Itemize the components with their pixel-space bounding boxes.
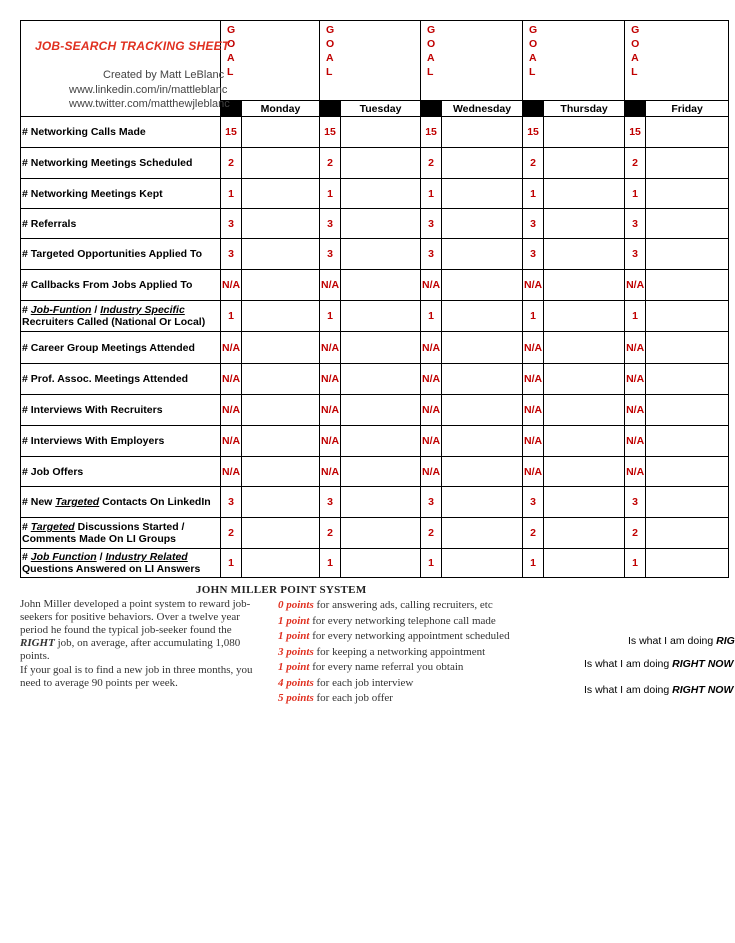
entry-cell[interactable] (544, 395, 625, 426)
row-label: # Job Offers (21, 457, 221, 487)
goal-value: 3 (320, 487, 341, 518)
goal-value: N/A (625, 332, 646, 364)
goal-value: 2 (421, 148, 442, 179)
point-system (20, 584, 735, 714)
goal-value: 1 (221, 179, 242, 209)
goal-letter: G (427, 24, 436, 36)
day-header-monday: Monday (242, 101, 320, 117)
goal-value: N/A (221, 332, 242, 364)
created-by: Created by Matt LeBlanc (103, 69, 225, 81)
goal-value: N/A (625, 457, 646, 487)
goal-letter: A (326, 52, 334, 64)
row-label: # Networking Calls Made (21, 117, 221, 148)
goal-value: 3 (523, 209, 544, 239)
goal-letter: G (529, 24, 538, 36)
point-value: 5 points (278, 692, 314, 704)
row-label: # Referrals (21, 209, 221, 239)
side-note-emphasis: RIGHT NOW (672, 658, 734, 670)
point-item (278, 629, 510, 645)
linkedin-url[interactable]: www.linkedin.com/in/mattleblanc (69, 84, 228, 96)
label-part: Job-Funtion (30, 304, 92, 316)
goal-value: N/A (320, 364, 341, 395)
entry-cell[interactable] (242, 457, 320, 487)
point-description: for every networking appointment scheduled (309, 630, 510, 642)
goal-value: N/A (320, 457, 341, 487)
entry-cell[interactable] (341, 457, 421, 487)
goal-value: 2 (320, 518, 341, 549)
goal-value: N/A (320, 395, 341, 426)
goal-value: 3 (523, 239, 544, 270)
goal-letter: G (631, 24, 640, 36)
entry-cell[interactable] (646, 364, 729, 395)
goal-letter: L (326, 66, 333, 78)
goal-value: 3 (421, 209, 442, 239)
day-header-tuesday: Tuesday (341, 101, 421, 117)
day-header-friday: Friday (646, 101, 729, 117)
goal-value: 3 (625, 209, 646, 239)
goal-value: 3 (523, 487, 544, 518)
table-row (21, 549, 729, 578)
sheet-header (21, 21, 230, 117)
goal-value: 2 (523, 518, 544, 549)
goal-value: 1 (320, 301, 341, 332)
table-row (21, 179, 729, 209)
row-label: # Targeted Opportunities Applied To (21, 239, 221, 270)
goal-letter: O (427, 38, 436, 50)
side-note-text: Is what I am doing (584, 684, 673, 696)
goal-value: 2 (221, 148, 242, 179)
label-part: Targeted (30, 521, 75, 533)
entry-cell[interactable] (544, 457, 625, 487)
side-note-text: Is what I am doing (584, 658, 673, 670)
goal-letter: L (227, 66, 234, 78)
entry-cell[interactable] (341, 426, 421, 457)
entry-cell[interactable] (341, 117, 421, 148)
label-part: Questions Answered on LI Answers (22, 563, 201, 575)
label-part: / (96, 551, 106, 563)
entry-cell[interactable] (442, 518, 523, 549)
goal-value: 2 (625, 518, 646, 549)
goal-header (625, 21, 729, 101)
entry-cell[interactable] (646, 332, 729, 364)
goal-letter: A (427, 52, 435, 64)
goal-column-header (320, 101, 341, 117)
entry-cell[interactable] (646, 487, 729, 518)
entry-cell[interactable] (242, 209, 320, 239)
goal-value: N/A (421, 364, 442, 395)
entry-cell[interactable] (544, 209, 625, 239)
desc-text: John Miller developed a point system to reward job-seekers for positive behaviors. Over a twelve year period he found the typical job-seeker found the (20, 598, 251, 636)
entry-cell[interactable] (544, 426, 625, 457)
goal-value: 2 (523, 148, 544, 179)
entry-cell[interactable] (341, 549, 421, 578)
point-value: 4 points (278, 676, 314, 689)
entry-cell[interactable] (442, 487, 523, 518)
point-description: for every networking telephone call made (309, 614, 496, 627)
entry-cell[interactable] (242, 239, 320, 270)
row-label: # Interviews With Employers (21, 426, 221, 457)
side-note (584, 684, 733, 696)
goal-header (320, 21, 421, 101)
goal-value: 3 (221, 209, 242, 239)
desc-emphasis: RIGHT (20, 637, 55, 649)
entry-cell[interactable] (442, 426, 523, 457)
entry-cell[interactable] (341, 518, 421, 549)
entry-cell[interactable] (544, 487, 625, 518)
label-part: Discussions Started / (74, 521, 185, 533)
table-row (21, 148, 729, 179)
point-description: for every name referral you obtain (309, 661, 464, 673)
goal-value: 3 (421, 239, 442, 270)
goal-value: 1 (320, 549, 341, 578)
goal-value: N/A (320, 426, 341, 457)
entry-cell[interactable] (544, 179, 625, 209)
entry-cell[interactable] (341, 301, 421, 332)
row-label (21, 487, 221, 518)
entry-cell[interactable] (341, 364, 421, 395)
side-note-text: Is what I am doing (628, 635, 717, 647)
goal-value: N/A (421, 457, 442, 487)
goal-value: N/A (523, 364, 544, 395)
entry-cell[interactable] (442, 209, 523, 239)
goal-letter: O (326, 38, 335, 50)
day-header-thursday: Thursday (544, 101, 625, 117)
entry-cell[interactable] (242, 518, 320, 549)
entry-cell[interactable] (341, 179, 421, 209)
goal-value: N/A (523, 426, 544, 457)
point-description: for each job offer (313, 692, 393, 704)
goal-header (421, 21, 523, 101)
point-system-goal: If your goal is to find a new job in three months, you need to average 90 points per week. (20, 664, 253, 689)
goal-letter: A (529, 52, 537, 64)
goal-value: 2 (625, 148, 646, 179)
goal-value: 1 (221, 549, 242, 578)
label-part: # (22, 551, 31, 563)
goal-value: 3 (320, 209, 341, 239)
entry-cell[interactable] (646, 426, 729, 457)
entry-cell[interactable] (341, 332, 421, 364)
goal-value: N/A (523, 270, 544, 301)
goal-value: 3 (221, 239, 242, 270)
entry-cell[interactable] (646, 395, 729, 426)
point-value: 1 point (278, 630, 310, 642)
entry-cell[interactable] (242, 487, 320, 518)
entry-cell[interactable] (442, 270, 523, 301)
point-value: 0 points (278, 599, 314, 611)
entry-cell[interactable] (646, 179, 729, 209)
entry-cell[interactable] (544, 148, 625, 179)
goal-value: N/A (625, 270, 646, 301)
entry-cell[interactable] (442, 179, 523, 209)
entry-cell[interactable] (646, 148, 729, 179)
table-row (21, 209, 729, 239)
row-label: # Interviews With Recruiters (21, 395, 221, 426)
goal-letter: O (631, 38, 640, 50)
goal-value: N/A (523, 332, 544, 364)
entry-cell[interactable] (242, 332, 320, 364)
label-part: Targeted (55, 496, 100, 508)
entry-cell[interactable] (646, 518, 729, 549)
entry-cell[interactable] (544, 239, 625, 270)
entry-cell[interactable] (341, 209, 421, 239)
entry-cell[interactable] (544, 117, 625, 148)
entry-cell[interactable] (646, 457, 729, 487)
goal-value: 15 (625, 117, 646, 148)
goal-value: 2 (421, 518, 442, 549)
label-part: Comments Made On LI Groups (22, 533, 177, 545)
table-row (21, 395, 729, 426)
point-item (278, 676, 510, 692)
label-part: Industry Related (105, 551, 188, 563)
goal-value: N/A (320, 332, 341, 364)
goal-column-header (625, 101, 646, 117)
label-part: / (91, 304, 101, 316)
goal-value: N/A (421, 426, 442, 457)
entry-cell[interactable] (442, 395, 523, 426)
goal-letter: G (227, 24, 236, 36)
goal-value: 15 (320, 117, 341, 148)
entry-cell[interactable] (242, 395, 320, 426)
goal-letter: L (427, 66, 434, 78)
goal-value: N/A (523, 395, 544, 426)
goal-value: N/A (625, 426, 646, 457)
tracking-table (20, 20, 729, 578)
entry-cell[interactable] (242, 117, 320, 148)
goal-value: N/A (625, 364, 646, 395)
table-row (21, 364, 729, 395)
entry-cell[interactable] (646, 209, 729, 239)
goal-value: N/A (421, 270, 442, 301)
table-row (21, 117, 729, 148)
goal-value: N/A (221, 270, 242, 301)
label-part: # (22, 304, 31, 316)
table-row (21, 332, 729, 364)
goal-value: 15 (523, 117, 544, 148)
entry-cell[interactable] (442, 148, 523, 179)
point-item (278, 614, 510, 630)
tracking-sheet (20, 20, 728, 578)
table-row (21, 239, 729, 270)
side-note (628, 635, 735, 647)
day-header-wednesday: Wednesday (442, 101, 523, 117)
entry-cell[interactable] (646, 549, 729, 578)
entry-cell[interactable] (442, 301, 523, 332)
goal-letter: A (631, 52, 639, 64)
goal-value: 1 (221, 301, 242, 332)
side-note (584, 658, 733, 670)
entry-cell[interactable] (646, 270, 729, 301)
entry-cell[interactable] (242, 426, 320, 457)
label-part: Contacts On LinkedIn (99, 496, 211, 508)
row-label: # Callbacks From Jobs Applied To (21, 270, 221, 301)
entry-cell[interactable] (544, 270, 625, 301)
row-label (21, 549, 221, 578)
goal-column-header (421, 101, 442, 117)
point-value: 1 point (278, 661, 310, 673)
goal-value: N/A (221, 364, 242, 395)
row-label: # Networking Meetings Scheduled (21, 148, 221, 179)
goal-value: 1 (625, 549, 646, 578)
goal-column-header (523, 101, 544, 117)
point-description: for answering ads, calling recruiters, etc (313, 599, 493, 611)
entry-cell[interactable] (242, 301, 320, 332)
goal-value: 3 (421, 487, 442, 518)
goal-letter: L (631, 66, 638, 78)
goal-value: N/A (523, 457, 544, 487)
goal-value: N/A (421, 395, 442, 426)
entry-cell[interactable] (242, 179, 320, 209)
entry-cell[interactable] (544, 301, 625, 332)
twitter-url[interactable]: www.twitter.com/matthewjleblanc (69, 98, 230, 110)
point-system-description (20, 598, 268, 663)
entry-cell[interactable] (442, 239, 523, 270)
label-part: Industry Specific (100, 304, 185, 316)
goal-letter: O (227, 38, 236, 50)
goal-letter: O (529, 38, 538, 50)
goal-value: 1 (320, 179, 341, 209)
goal-letter: G (326, 24, 335, 36)
point-item (278, 598, 510, 614)
entry-cell[interactable] (544, 364, 625, 395)
entry-cell[interactable] (242, 270, 320, 301)
row-label (21, 518, 221, 549)
entry-cell[interactable] (341, 239, 421, 270)
table-row (21, 270, 729, 301)
point-item (278, 645, 510, 661)
entry-cell[interactable] (646, 239, 729, 270)
goal-value: 1 (421, 301, 442, 332)
point-item (278, 660, 510, 676)
goal-value: N/A (320, 270, 341, 301)
goal-letter: A (227, 52, 235, 64)
entry-cell[interactable] (341, 148, 421, 179)
entry-cell[interactable] (442, 117, 523, 148)
goal-value: 2 (320, 148, 341, 179)
entry-cell[interactable] (646, 301, 729, 332)
table-row (21, 426, 729, 457)
goal-value: 15 (221, 117, 242, 148)
point-system-title: JOHN MILLER POINT SYSTEM (196, 584, 367, 596)
row-label (21, 301, 221, 332)
row-label: # Networking Meetings Kept (21, 179, 221, 209)
entry-cell[interactable] (544, 549, 625, 578)
label-part: Job Function (30, 551, 97, 563)
label-part: Recruiters Called (National Or Local) (22, 316, 206, 328)
point-item (278, 691, 510, 707)
table-row (21, 457, 729, 487)
entry-cell[interactable] (242, 364, 320, 395)
goal-value: 3 (221, 487, 242, 518)
entry-cell[interactable] (341, 270, 421, 301)
entry-cell[interactable] (242, 549, 320, 578)
label-part: # (22, 521, 31, 533)
entry-cell[interactable] (646, 117, 729, 148)
entry-cell[interactable] (544, 518, 625, 549)
point-value: 3 points (278, 645, 314, 658)
row-label: # Career Group Meetings Attended (21, 332, 221, 364)
goal-value: N/A (221, 426, 242, 457)
entry-cell[interactable] (442, 457, 523, 487)
goal-value: N/A (221, 395, 242, 426)
point-system-list (278, 598, 510, 707)
entry-cell[interactable] (544, 332, 625, 364)
goal-value: 1 (421, 179, 442, 209)
label-part: # New (22, 496, 56, 508)
goal-header (221, 21, 320, 101)
entry-cell[interactable] (442, 549, 523, 578)
table-row (21, 487, 729, 518)
entry-cell[interactable] (242, 148, 320, 179)
goal-value: 3 (320, 239, 341, 270)
table-row (21, 301, 729, 332)
goal-value: 3 (625, 487, 646, 518)
goal-value: 1 (523, 549, 544, 578)
goal-value: N/A (421, 332, 442, 364)
entry-cell[interactable] (442, 332, 523, 364)
point-value: 1 point (278, 614, 310, 627)
entry-cell[interactable] (341, 395, 421, 426)
sheet-title: JOB-SEARCH TRACKING SHEET (35, 39, 230, 53)
goal-value: N/A (625, 395, 646, 426)
goal-header (523, 21, 625, 101)
desc-text-end: job, on average, after accumulating 1,080 points. (20, 637, 241, 662)
goal-value: 1 (523, 301, 544, 332)
goal-value: 1 (523, 179, 544, 209)
goal-letter: L (529, 66, 536, 78)
side-note-emphasis: RIGHT NOW (672, 684, 734, 696)
side-note-emphasis: RIG (716, 635, 735, 647)
entry-cell[interactable] (442, 364, 523, 395)
goal-value: N/A (221, 457, 242, 487)
point-description: for keeping a networking appointment (313, 645, 486, 658)
goal-value: 2 (221, 518, 242, 549)
goal-value: 1 (421, 549, 442, 578)
table-row (21, 518, 729, 549)
goal-value: 1 (625, 179, 646, 209)
goal-value: 1 (625, 301, 646, 332)
entry-cell[interactable] (341, 487, 421, 518)
row-label: # Prof. Assoc. Meetings Attended (21, 364, 221, 395)
goal-value: 3 (625, 239, 646, 270)
point-description: for each job interview (313, 676, 414, 689)
goal-value: 15 (421, 117, 442, 148)
